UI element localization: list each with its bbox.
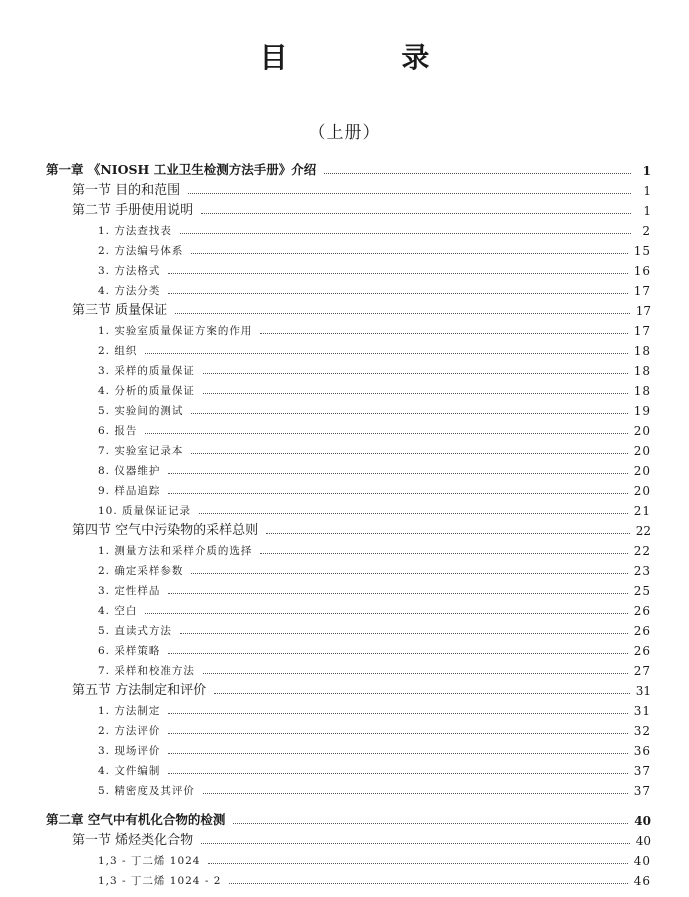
toc-label: 2. 方法评价 (98, 725, 161, 737)
dot-leader (180, 633, 628, 634)
toc-label: 1,3 - 丁二烯 1024 (98, 855, 201, 867)
toc-item (98, 850, 651, 868)
toc-page-number: 22 (635, 524, 651, 538)
toc-page-number: 16 (633, 264, 651, 278)
toc-label: 3. 现场评价 (98, 745, 161, 757)
toc-item (98, 440, 651, 458)
toc-label: 5. 直读式方法 (98, 625, 172, 637)
toc-item (98, 400, 651, 418)
toc-item (98, 700, 651, 718)
toc-item (98, 740, 651, 758)
toc-item (98, 380, 651, 398)
dot-leader (260, 553, 627, 554)
toc-label: 3. 采样的质量保证 (98, 365, 195, 377)
dot-leader (324, 173, 631, 174)
toc-page-number: 15 (633, 244, 651, 258)
toc-item (98, 460, 651, 478)
toc-page-number: 22 (633, 544, 651, 558)
dot-leader (168, 733, 627, 734)
toc-page-number: 1 (642, 164, 651, 178)
dot-leader (203, 393, 628, 394)
toc-label: 7. 实验室记录本 (98, 445, 184, 457)
toc-page-number: 25 (633, 584, 651, 598)
toc-item (98, 260, 651, 278)
toc-page-number: 19 (633, 404, 651, 418)
toc-label: 第四节 空气中污染物的采样总则 (72, 523, 259, 538)
toc-item (98, 540, 651, 558)
dot-leader (203, 673, 628, 674)
toc-label: 6. 采样策略 (98, 645, 161, 657)
dot-leader (145, 613, 627, 614)
toc-item (98, 560, 651, 578)
toc-item (98, 240, 651, 258)
toc-page-number: 1 (643, 184, 651, 198)
toc-label: 第二章 空气中有机化合物的检测 (46, 812, 226, 827)
dot-leader (260, 333, 627, 334)
toc-page-number: 26 (633, 604, 651, 618)
toc-item (98, 640, 651, 658)
dot-leader (168, 493, 627, 494)
toc-page-number: 18 (633, 344, 651, 358)
toc-section (72, 680, 651, 698)
toc-label: 1. 方法查找表 (98, 225, 172, 237)
toc-page-number: 37 (633, 784, 651, 798)
toc-label: 7. 采样和校准方法 (98, 665, 195, 677)
dot-leader (168, 293, 627, 294)
toc-label: 5. 实验间的测试 (98, 405, 184, 417)
dot-leader (266, 533, 630, 534)
toc-item (98, 760, 651, 778)
dot-leader (229, 883, 627, 884)
toc-label: 10. 质量保证记录 (98, 505, 192, 517)
toc-page-number: 32 (633, 724, 651, 738)
toc-label: 第一节 目的和范围 (72, 183, 181, 198)
toc-label: 第一章 《NIOSH 工业卫生检测方法手册》介绍 (46, 162, 317, 177)
toc-page-number: 17 (633, 284, 651, 298)
toc-label: 1. 实验室质量保证方案的作用 (98, 325, 253, 337)
toc-item (98, 500, 651, 518)
page-title: 目 录 (259, 41, 482, 74)
toc-page-number: 2 (642, 224, 651, 238)
dot-leader (188, 193, 631, 194)
toc-label: 第五节 方法制定和评价 (72, 683, 207, 698)
dot-leader (180, 233, 631, 234)
toc-label: 3. 定性样品 (98, 585, 161, 597)
toc-label: 1. 方法制定 (98, 705, 161, 717)
toc-label: 2. 方法编号体系 (98, 245, 184, 257)
dot-leader (203, 793, 628, 794)
toc-item (98, 220, 651, 238)
toc-label: 9. 样品追踪 (98, 485, 161, 497)
toc-chapter (46, 160, 651, 178)
toc-page-number: 26 (633, 624, 651, 638)
dot-leader (168, 713, 627, 714)
toc-page-number: 27 (633, 664, 651, 678)
toc-label: 1,3 - 丁二烯 1024 - 2 (98, 875, 222, 887)
dot-leader (168, 273, 627, 274)
toc-label: 8. 仪器维护 (98, 465, 161, 477)
toc-page-number: 23 (633, 564, 651, 578)
dot-leader (208, 863, 627, 864)
toc-page-number: 20 (633, 444, 651, 458)
toc-page-number: 26 (633, 644, 651, 658)
toc-section (72, 180, 651, 198)
toc-item (98, 620, 651, 638)
toc-page-number: 17 (635, 304, 651, 318)
dot-leader (201, 843, 630, 844)
toc-item (98, 280, 651, 298)
toc-page-number: 40 (634, 814, 651, 828)
toc-item (98, 360, 651, 378)
dot-leader (191, 253, 627, 254)
toc-label: 第二节 手册使用说明 (72, 203, 194, 218)
toc-page-number: 17 (633, 324, 651, 338)
toc-label: 1. 测量方法和采样介质的选择 (98, 545, 253, 557)
dot-leader (168, 753, 627, 754)
dot-leader (145, 433, 627, 434)
dot-leader (191, 573, 627, 574)
toc-item (98, 420, 651, 438)
dot-leader (168, 773, 627, 774)
toc-item (98, 340, 651, 358)
toc-item (98, 320, 651, 338)
dot-leader (199, 513, 628, 514)
toc-page-number: 37 (633, 764, 651, 778)
toc-item (98, 600, 651, 618)
toc-label: 2. 确定采样参数 (98, 565, 184, 577)
dot-leader (175, 313, 630, 314)
dot-leader (168, 653, 627, 654)
toc-page-number: 20 (633, 424, 651, 438)
toc-label: 5. 精密度及其评价 (98, 785, 195, 797)
toc-page-number: 40 (633, 854, 651, 868)
toc-label: 6. 报告 (98, 425, 138, 437)
dot-leader (201, 213, 631, 214)
toc-page-number: 18 (633, 384, 651, 398)
toc-chapter (46, 810, 651, 828)
toc-label: 3. 方法格式 (98, 265, 161, 277)
toc-label: 4. 空白 (98, 605, 138, 617)
toc-item (98, 870, 651, 888)
dot-leader (203, 373, 628, 374)
toc-label: 第一节 烯烃类化合物 (72, 833, 194, 848)
toc-section (72, 830, 651, 848)
toc-page-number: 46 (633, 874, 651, 888)
toc-page-number: 31 (635, 684, 651, 698)
toc-page-number: 20 (633, 484, 651, 498)
dot-leader (233, 823, 628, 824)
toc-item (98, 660, 651, 678)
toc-page-number: 31 (633, 704, 651, 718)
toc-page-number: 36 (633, 744, 651, 758)
toc-section (72, 520, 651, 538)
toc-page-number: 40 (635, 834, 651, 848)
toc-label: 4. 方法分类 (98, 285, 161, 297)
toc-item (98, 720, 651, 738)
toc-label: 第三节 质量保证 (72, 303, 168, 318)
toc-page-number: 1 (643, 204, 651, 218)
dot-leader (168, 473, 627, 474)
volume-label: （上册） (308, 123, 381, 143)
toc-item (98, 780, 651, 798)
dot-leader (145, 353, 627, 354)
toc-item (98, 580, 651, 598)
toc-label: 4. 文件编制 (98, 765, 161, 777)
toc-section (72, 200, 651, 218)
toc-page-number: 20 (633, 464, 651, 478)
dot-leader (168, 593, 627, 594)
toc-section (72, 300, 651, 318)
dot-leader (191, 413, 627, 414)
dot-leader (191, 453, 627, 454)
toc-label: 4. 分析的质量保证 (98, 385, 195, 397)
dot-leader (214, 693, 630, 694)
toc-label: 2. 组织 (98, 345, 138, 357)
toc-item (98, 480, 651, 498)
toc-page-number: 21 (633, 504, 651, 518)
toc-page-number: 18 (633, 364, 651, 378)
